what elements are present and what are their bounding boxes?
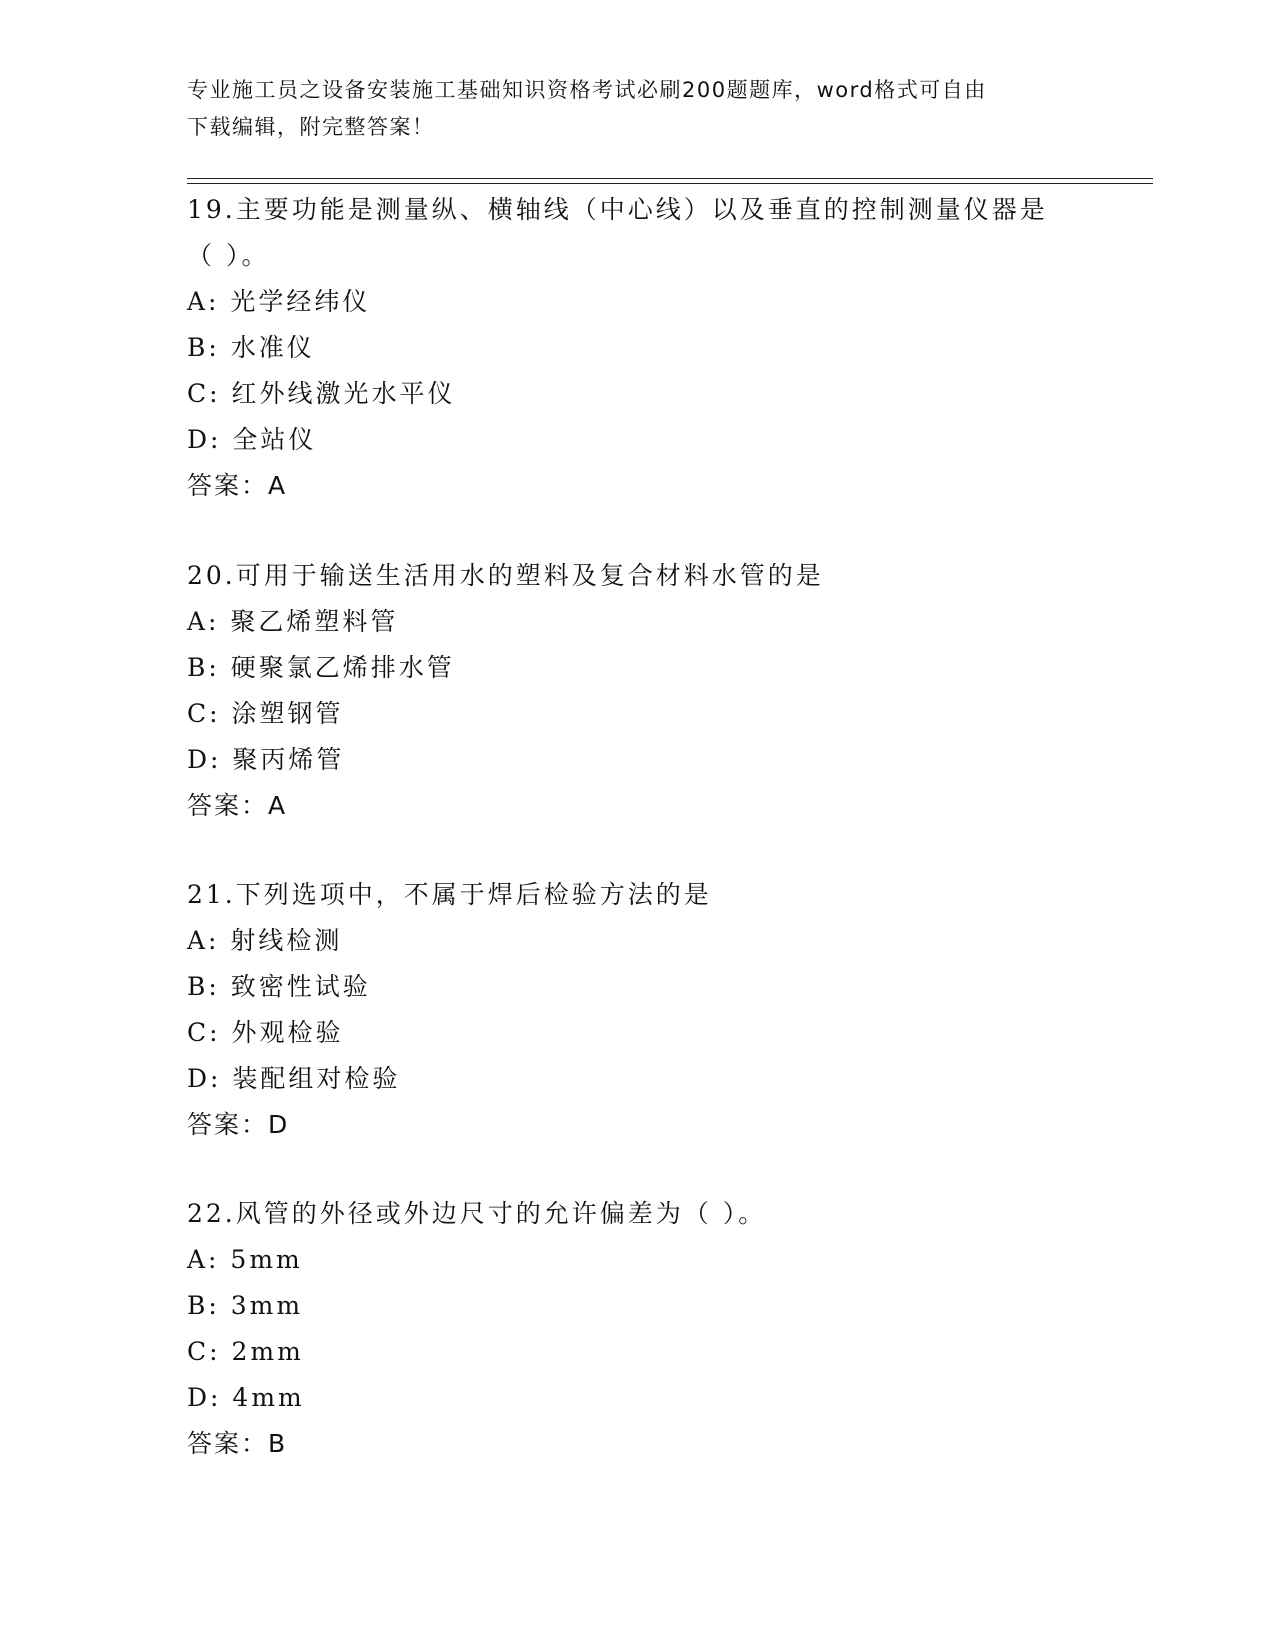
answer-label: 答案：A: [187, 791, 288, 820]
question-stem: 21.下列选项中，不属于焊后检验方法的是: [187, 880, 712, 909]
question-stem-continued: （ ）。: [187, 241, 270, 270]
option-a: A: 光学经纬仪: [187, 287, 371, 316]
option-a: A: 射线检测: [187, 926, 343, 955]
option-b: B: 3mm: [187, 1291, 304, 1320]
option-d: D: 装配组对检验: [187, 1064, 401, 1093]
option-c: C: 外观检验: [187, 1018, 344, 1047]
question-19: [187, 187, 1087, 509]
document-header: [187, 72, 1087, 146]
option-b: B: 硬聚氯乙烯排水管: [187, 653, 455, 682]
option-c: C: 红外线激光水平仪: [187, 379, 456, 408]
option-b: B: 水准仪: [187, 333, 315, 362]
question-22: [187, 1191, 1087, 1467]
header-divider-bottom: [187, 183, 1153, 184]
option-d: D: 4mm: [187, 1383, 305, 1412]
option-b: B: 致密性试验: [187, 972, 371, 1001]
header-line-2: 下载编辑，附完整答案！: [187, 115, 435, 139]
header-line-1: 专业施工员之设备安装施工基础知识资格考试必刷200题题库，word格式可自由: [187, 78, 987, 102]
question-20: [187, 553, 1087, 829]
option-d: D: 聚丙烯管: [187, 745, 345, 774]
option-a: A: 5mm: [187, 1245, 303, 1274]
header-divider-top: [187, 178, 1153, 179]
answer-label: 答案：A: [187, 471, 288, 500]
option-d: D: 全站仪: [187, 425, 317, 454]
answer-label: 答案：B: [187, 1429, 288, 1458]
question-stem: 19.主要功能是测量纵、横轴线（中心线）以及垂直的控制测量仪器是: [187, 195, 1048, 224]
option-c: C: 涂塑钢管: [187, 699, 344, 728]
option-c: C: 2mm: [187, 1337, 304, 1366]
option-a: A: 聚乙烯塑料管: [187, 607, 399, 636]
question-stem: 20.可用于输送生活用水的塑料及复合材料水管的是: [187, 561, 824, 590]
question-21: [187, 872, 1087, 1148]
answer-label: 答案：D: [187, 1110, 290, 1139]
question-stem: 22.风管的外径或外边尺寸的允许偏差为（ ）。: [187, 1199, 767, 1228]
